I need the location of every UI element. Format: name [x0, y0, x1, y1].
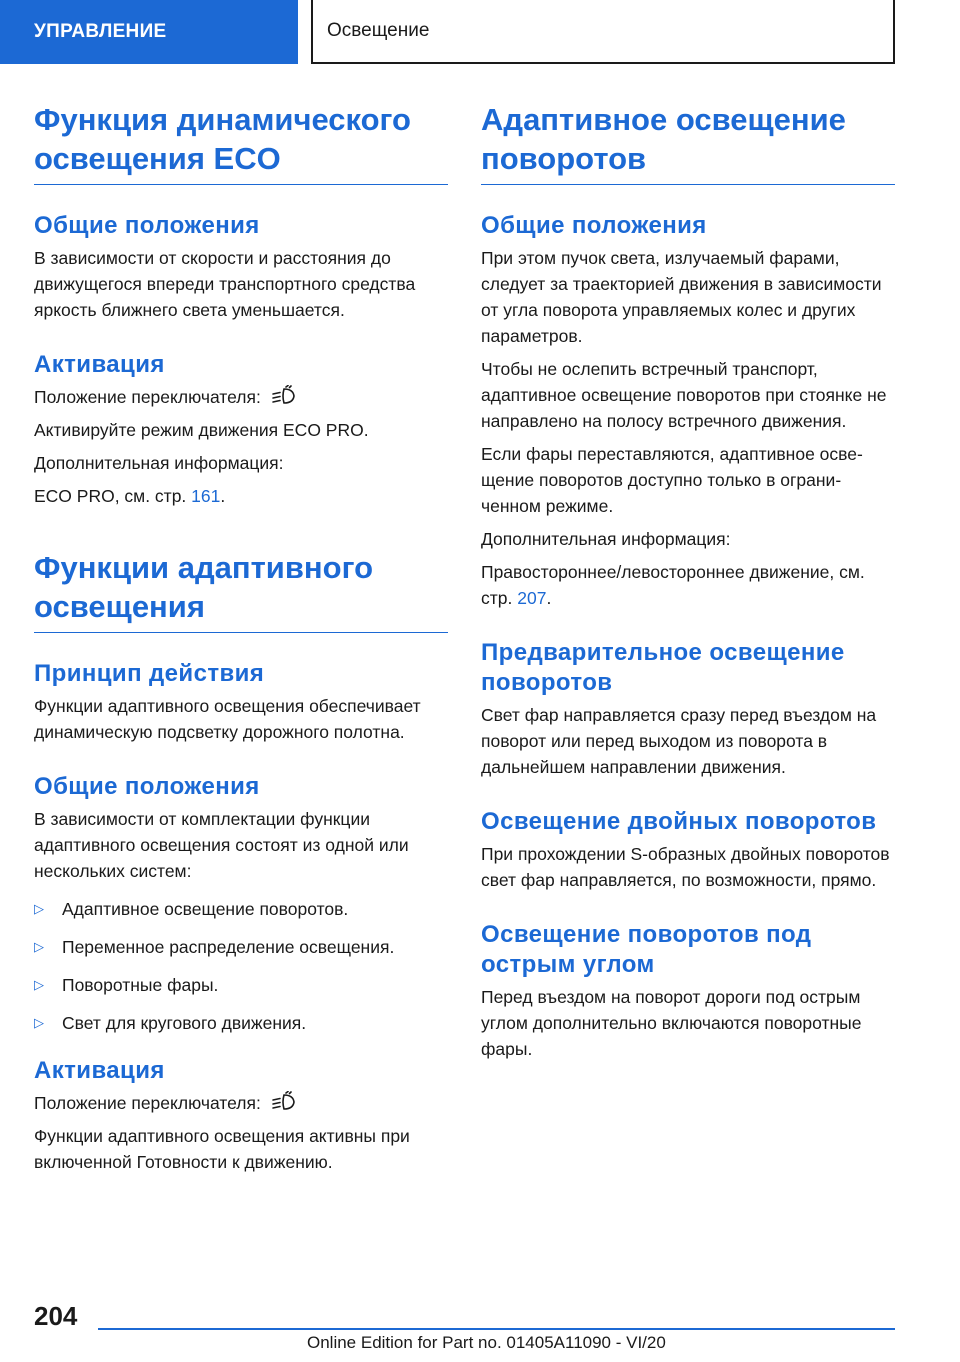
curve-more-info: Дополнительная информация: — [481, 529, 731, 549]
curve-ref-line: Правостороннее/левостороннее движение, см. стр. 207. — [481, 562, 865, 608]
footer-divider — [98, 1328, 895, 1330]
eco-ref-line: ECO PRO, см. стр. 161. — [34, 486, 226, 506]
curve-general-heading: Общие положения — [481, 212, 707, 239]
footer-edition: Online Edition for Part no. 01405A11090 - VI/20 — [307, 1333, 666, 1352]
activation-switch-line — [34, 1090, 448, 1116]
double-curve-heading: Освещение двойных поворотов — [481, 808, 877, 835]
curve-general-text-3: Если фары переставляются, адаптивное освещение поворотов доступно только в ограниченном режиме. — [481, 444, 863, 516]
curve-general-text-2: Чтобы не ослепить встречный транспорт, адаптивное освещение поворотов при стоянке не направлено на полосу встречного движения. — [481, 359, 887, 431]
activation-text: Функции адаптивного освещения активны при включенной Готовности к движению. — [34, 1126, 410, 1172]
list-item: ▷ Адаптивное освещение поворотов. — [34, 896, 448, 922]
principle-heading: Принцип действия — [34, 660, 265, 687]
adaptive-title: Функции адаптивного освещения — [34, 548, 448, 633]
general-heading: Общие положения — [34, 773, 260, 800]
general-text: В зависимости от комплектации функции адаптивного освещения состоят из одной или нескольких систем: — [34, 809, 409, 881]
list-item: ▷ Поворотные фары. — [34, 972, 448, 998]
activation-switch-text: Положение переключателя: — [34, 1093, 261, 1113]
activation-heading: Активация — [34, 1057, 165, 1084]
eco-general-text: В зависимости от скорости и расстояния до движущегося впереди транспортного средства яркость ближнего света уменьшается. — [34, 248, 416, 320]
sharp-curve-text: Перед въездом на поворот дороги под острым углом дополнительно включаются поворотные фары. — [481, 987, 862, 1059]
curve-general-text-1: При этом пучок света, излучаемый фарами, следует за траекторией движения в зависимости от угла поворота управляемых колес и других параметров. — [481, 248, 882, 346]
triangle-bullet-icon: ▷ — [34, 977, 44, 992]
curve-ref-page-link[interactable]: 207 — [517, 588, 547, 608]
systems-list — [34, 896, 448, 1036]
list-item: ▷ Переменное распределение освещения. — [34, 934, 448, 960]
eco-ref-page-link[interactable]: 161 — [191, 486, 221, 506]
curve-ref-text: Правостороннее/левостороннее движение, см. стр. — [481, 562, 865, 608]
principle-text: Функции адаптивного освещения обеспечивает динамическую подсветку дорожного полотна. — [34, 696, 421, 742]
eco-switch-text: Положение переключателя: — [34, 387, 261, 407]
list-item: ▷ Свет для кругового движения. — [34, 1010, 448, 1036]
headlight-auto-icon — [271, 1091, 297, 1113]
section-tab: УПРАВЛЕНИЕ — [0, 0, 298, 64]
page-number: 204 — [34, 1301, 78, 1331]
triangle-bullet-icon: ▷ — [34, 939, 44, 954]
chapter-title: Освещение — [311, 0, 895, 64]
double-curve-text: При прохождении S-образных двойных поворотов свет фар направляется, по возможности, прямо. — [481, 844, 890, 890]
eco-activate-text: Активируйте режим движения ECO PRO. — [34, 420, 369, 440]
triangle-bullet-icon: ▷ — [34, 901, 44, 916]
eco-more-info: Дополнительная информация: — [34, 453, 284, 473]
eco-activation-heading: Активация — [34, 351, 165, 378]
eco-general-heading: Общие положения — [34, 212, 260, 239]
preliminary-heading: Предварительное освещение поворотов — [481, 639, 845, 696]
triangle-bullet-icon: ▷ — [34, 1015, 44, 1030]
adaptive-curve-title: Адаптивное освещение поворотов — [481, 100, 895, 185]
eco-title: Функция динамического освещения ECO — [34, 100, 448, 185]
left-column — [34, 100, 448, 1182]
eco-ref-text: ECO PRO, см. стр. — [34, 486, 187, 506]
headlight-auto-icon — [271, 385, 297, 407]
sharp-curve-heading: Освещение поворотов под острым углом — [481, 921, 812, 978]
right-column — [481, 100, 895, 1069]
eco-switch-line — [34, 384, 448, 410]
preliminary-text: Свет фар направляется сразу перед въездом на поворот или перед выходом из поворота в дальнейшем направлении движения. — [481, 705, 877, 777]
